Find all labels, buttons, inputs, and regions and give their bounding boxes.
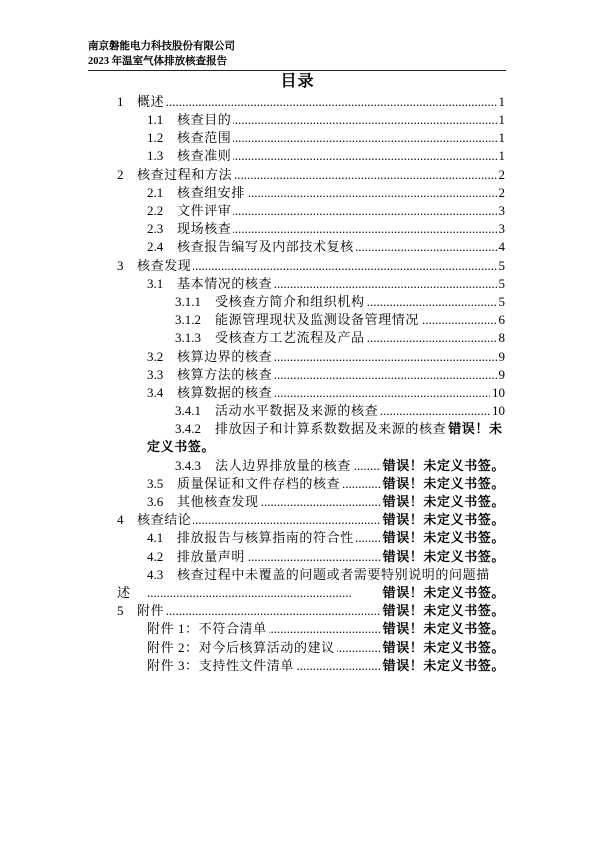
toc-entry-3[interactable] [117,257,505,275]
toc-entry-page-error: 错误！未定义书签。 [381,602,505,620]
toc-entry-title: 核算方法的核查 [177,366,273,382]
toc-entry-page-error: 错误！未定义书签。 [381,511,505,529]
toc-entry-attachment-2[interactable] [147,639,505,657]
toc-entry-title: 核算数据的核查 [177,384,273,400]
toc-entry-number: 3.1 [147,275,177,293]
toc-entry-title: 核查组安排 [177,184,246,200]
toc-entry-3-6[interactable] [147,493,505,511]
toc-entry-title: 排放因子和计算系数数据及来源的核查 [215,421,447,437]
toc-entry-number: 3.4.3 [175,457,215,475]
toc-entry-attachment-1[interactable] [147,620,505,638]
toc-entry-title: 法人边界排放量的核查 [215,457,352,473]
toc-entry-page-error: 错误！未定义书签。 [381,457,505,475]
toc-entry-page: 9 [497,348,506,366]
toc-entry-page-error: 错误！未定义书签。 [381,639,505,657]
toc-entry-page-error: 错误！未定义书签。 [381,657,505,675]
toc-entry-number: 3.1.1 [175,293,215,311]
toc-entry-2-3[interactable] [147,220,505,238]
toc-entry-page: 5 [497,293,506,311]
toc-entry-number: 3.5 [147,475,177,493]
toc-entry-page: 10 [490,384,505,402]
header-report-title: 2023 年温室气体排放核查报告 [88,56,228,67]
toc-entry-1[interactable] [117,93,505,111]
toc-entry-number: 1.1 [147,111,177,129]
table-of-contents [0,93,505,675]
toc-entry-number: 4.1 [147,529,177,547]
toc-entry-number: 3.4.2 [175,420,215,438]
toc-entry-page: 6 [497,311,506,329]
toc-entry-title: 核算边界的核查 [177,348,273,364]
toc-entry-3-4-1[interactable] [175,402,505,420]
toc-entry-page: 3 [497,220,506,238]
toc-entry-number: 1 [117,93,137,111]
toc-entry-title: 核查过程和方法 [137,166,233,182]
toc-entry-3-4-3[interactable] [175,457,505,475]
toc-entry-title: 附件 2：对今后核算活动的建议 [147,639,335,655]
toc-entry-page-error: 错误！未定义书签。 [351,584,505,602]
toc-entry-number: 3.1.3 [175,329,215,347]
toc-entry-title: 活动水平数据及来源的核查 [215,403,379,419]
toc-entry-title: 核查结论 [137,512,192,528]
toc-entry-number: 3.1.2 [175,311,215,329]
toc-entry-page: 10 [490,402,505,420]
toc-entry-title: 受核查方工艺流程及产品 [215,330,365,346]
toc-entry-title: 核查准则 [177,148,232,164]
toc-entry-number: 1.3 [147,147,177,165]
toc-entry-2-4[interactable] [147,238,505,256]
toc-entry-4[interactable] [117,511,505,529]
toc-entry-title: 附件 [137,603,165,619]
toc-entry-number: 2.4 [147,238,177,256]
toc-entry-page-error: 错误！未定义书签。 [381,620,505,638]
toc-entry-title: 核查范围 [177,130,232,146]
toc-entry-title: 能源管理现状及监测设备管理情况 [215,312,420,328]
toc-entry-page: 8 [497,329,506,347]
toc-entry-4-1[interactable] [147,529,505,547]
toc-entry-title: 文件评审 [177,203,232,219]
toc-entry-title: 核查发现 [137,257,192,273]
toc-entry-page: 1 [497,147,506,165]
toc-entry-page-error: 错误！未定义书签。 [381,529,505,547]
toc-entry-3-1-1[interactable] [175,293,505,311]
toc-entry-title: 概述 [137,93,165,109]
toc-entry-2-1[interactable] [147,184,505,202]
toc-entry-page-error: 错误！未定义书签。 [381,493,505,511]
toc-entry-title: 其他核查发现 [177,494,259,510]
header-divider [88,70,506,71]
toc-entry-title: 排放量声明 [177,548,246,564]
toc-entry-title: 附件 3：支持性文件清单 [147,657,294,673]
toc-entry-3-5[interactable] [147,475,505,493]
toc-entry-3-4[interactable] [147,384,505,402]
toc-entry-number: 3.3 [147,366,177,384]
toc-entry-2[interactable] [117,166,505,184]
toc-entry-number: 5 [117,602,137,620]
toc-entry-5[interactable] [117,602,505,620]
toc-entry-4-3[interactable] [117,566,505,602]
toc-entry-page-error: 错误！未定义书签。 [381,475,505,493]
toc-entry-number: 2.1 [147,184,177,202]
header-company-name: 南京磐能电力科技股份有限公司 [88,41,235,52]
toc-entry-1-2[interactable] [147,129,505,147]
toc-entry-3-1-2[interactable] [175,311,505,329]
toc-entry-2-2[interactable] [147,202,505,220]
toc-entry-number: 1.2 [147,129,177,147]
toc-entry-title: 质量保证和文件存档的核查 [177,475,341,491]
toc-entry-number: 4 [117,511,137,529]
toc-entry-page: 5 [497,275,506,293]
toc-entry-number: 3.4.1 [175,402,215,420]
toc-entry-title: 排放报告与核算指南的符合性 [177,530,354,546]
toc-entry-title: 基本情况的核查 [177,275,273,291]
toc-entry-page: 9 [497,366,506,384]
toc-entry-3-1-3[interactable] [175,329,505,347]
toc-entry-number: 4.2 [147,548,177,566]
toc-entry-page: 1 [497,111,506,129]
toc-entry-3-2[interactable] [147,348,505,366]
toc-entry-page: 3 [497,202,506,220]
toc-entry-page: 2 [497,184,506,202]
toc-entry-1-3[interactable] [147,147,505,165]
toc-entry-title: 核查过程中未覆盖的问题或者需要特别说明的问题描述 [117,566,490,600]
toc-entry-number: 2.2 [147,202,177,220]
toc-heading: 目录 [280,73,315,90]
toc-entry-number: 2 [117,166,137,184]
toc-entry-3-3[interactable] [147,366,505,384]
toc-entry-number: 3.2 [147,348,177,366]
toc-entry-title: 附件 1：不符合清单 [147,621,267,637]
toc-entry-attachment-3[interactable] [147,657,505,675]
toc-entry-page: 1 [497,93,506,111]
toc-entry-title: 核查目的 [177,112,232,128]
toc-entry-page-error: 错误！未定义书签。 [381,548,505,566]
toc-entry-page-error: 错误！未定义书签。 [147,421,503,455]
toc-entry-title: 受核查方简介和组织机构 [215,293,365,309]
toc-entry-page: 1 [497,129,506,147]
toc-entry-number: 4.3 [147,566,177,584]
toc-entry-3-1[interactable] [147,275,505,293]
toc-entry-number: 3.4 [147,384,177,402]
toc-entry-4-2[interactable] [147,548,505,566]
toc-entry-number: 2.3 [147,220,177,238]
toc-entry-3-4-2[interactable] [147,420,505,456]
toc-entry-page: 5 [497,257,506,275]
toc-entry-title: 现场核查 [177,221,232,237]
toc-entry-1-1[interactable] [147,111,505,129]
toc-entry-page: 2 [497,166,506,184]
toc-entry-number: 3 [117,257,137,275]
toc-entry-number: 3.6 [147,493,177,511]
toc-entry-page: 4 [497,238,506,256]
toc-entry-title: 核查报告编写及内部技术复核 [177,239,354,255]
